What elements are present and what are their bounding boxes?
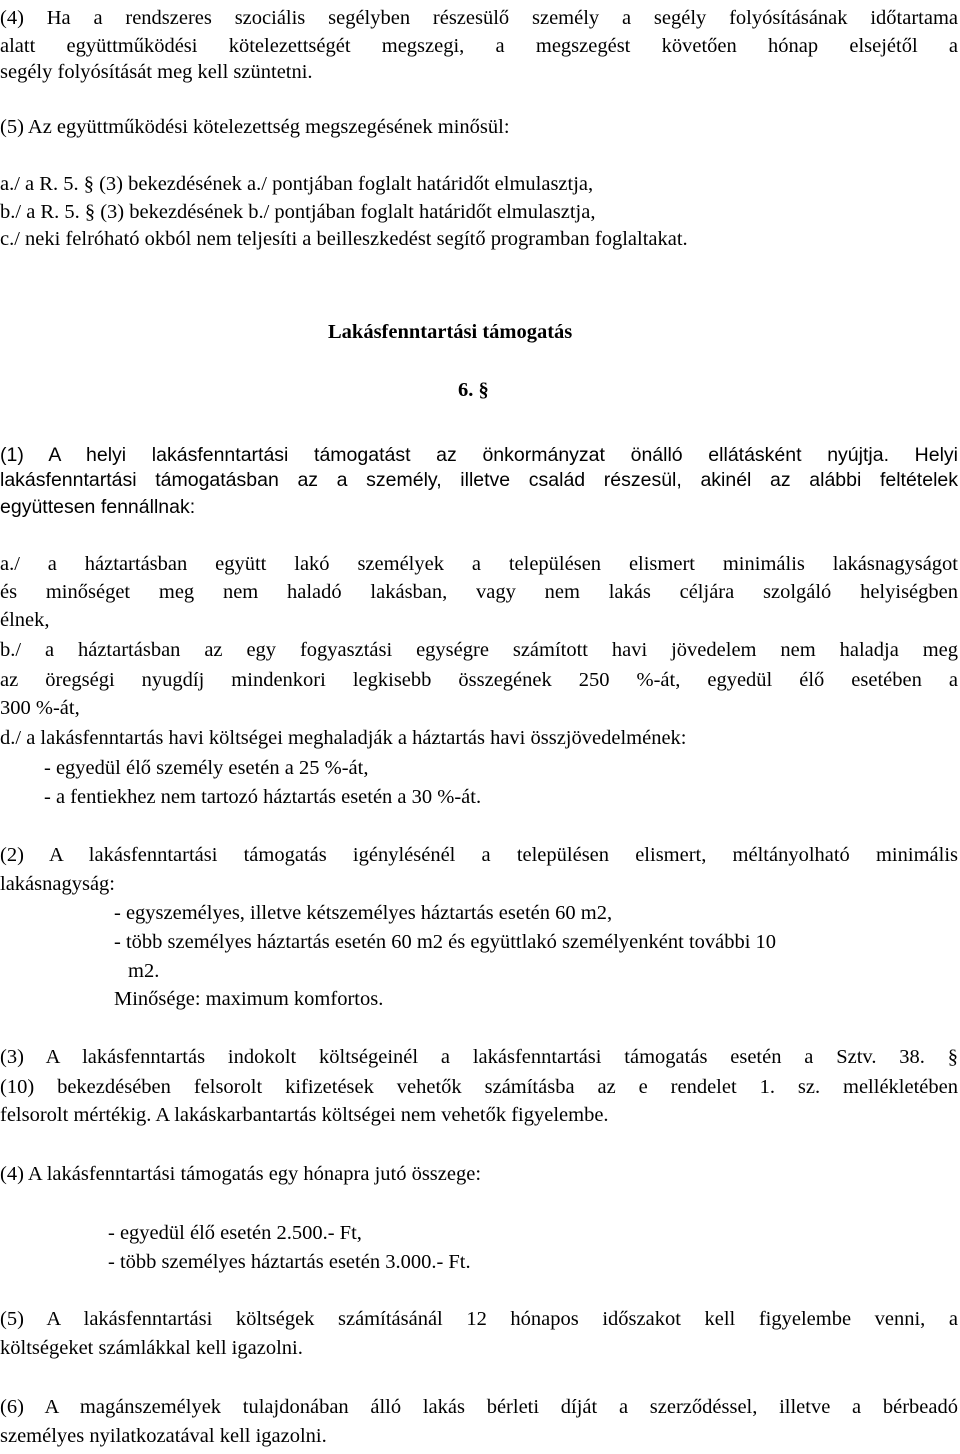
s5-4-line-3: segély folyósítását meg kell szüntetni. [0,61,313,83]
p2-item-2: - több személyes háztartás esetén 60 m2 és együttlakó személyenként további 10 [114,931,777,953]
p3-line-1: (3) A lakásfenntartás indokolt költségeinél a lakásfenntartási támogatás esetén a Sztv. 38. § [0,1046,958,1068]
p5-line-2: költségeket számlákkal kell igazolni. [0,1337,303,1359]
p1-d-item-2: - a fentiekhez nem tartozó háztartás esetén a 30 %-át. [44,786,482,808]
p1-d-line: d./ a lakásfenntartás havi költségei meghaladják a háztartás havi összjövedelmének: [0,727,687,749]
p1-b-line-1: b./ a háztartásban az egy fogyasztási egységre számított havi jövedelem nem haladja meg [0,639,958,661]
p6-line-2: személyes nyilatkozatával kell igazolni. [0,1425,327,1447]
s5-5-intro: (5) Az együttműködési kötelezettség megszegésének minősül: [0,116,510,138]
p4-intro: (4) A lakásfenntartási támogatás egy hónapra jutó összege: [0,1163,482,1185]
p1-a-line-1: a./ a háztartásban együtt lakó személyek a településen elismert minimális lakásnagyságot [0,553,958,575]
p4-item-2: - több személyes háztartás esetén 3.000.- Ft. [108,1251,471,1273]
p2-item-3: m2. [128,960,160,982]
p3-line-3: felsorolt mértékig. A lakáskarbantartás költségei nem vehetők figyelembe. [0,1104,609,1126]
p2-item-1: - egyszemélyes, illetve kétszemélyes háztartás esetén 60 m2, [114,902,613,924]
section-heading: Lakásfenntartási támogatás [328,321,573,343]
p1-b-line-2: az öregségi nyugdíj mindenkori legkisebb összegének 250 %-át, egyedül élő esetében a [0,669,958,691]
p1-a-line-2: és minőséget meg nem haladó lakásban, vagy nem lakás céljára szolgáló helyiségben [0,581,958,603]
p1-a-line-3: élnek, [0,609,50,631]
p1-line-3: együttesen fennállnak: [0,496,196,518]
section-number: 6. § [458,379,489,401]
s5-5-item-a: a./ a R. 5. § (3) bekezdésének a./ pontjában foglalt határidőt elmulasztja, [0,173,594,195]
p1-line-1: (1) A helyi lakásfenntartási támogatást az önkormányzat önálló ellátásként nyújtja. Helyi [0,444,958,466]
p1-d-item-1: - egyedül élő személy esetén a 25 %-át, [44,757,369,779]
p1-b-line-3: 300 %-át, [0,697,80,719]
p3-line-2: (10) bekezdésében felsorolt kifizetések vehetők számításba az e rendelet 1. sz. mellékletében [0,1076,958,1098]
p6-line-1: (6) A magánszemélyek tulajdonában álló lakás bérleti díját a szerződéssel, illetve a bérbeadó [0,1396,958,1418]
p1-line-2: lakásfenntartási támogatásban az a személy, illetve család részesül, akinél az alábbi feltételek [0,469,958,491]
p2-quality: Minősége: maximum komfortos. [114,988,384,1010]
s5-5-item-b: b./ a R. 5. § (3) bekezdésének b./ pontjában foglalt határidőt elmulasztja, [0,201,596,223]
p5-line-1: (5) A lakásfenntartási költségek számításánál 12 hónapos időszakot kell figyelembe venni, a [0,1308,958,1330]
p2-line-1: (2) A lakásfenntartási támogatás igénylésénél a településen elismert, méltányolható minimális [0,844,958,866]
s5-4-line-1: (4) Ha a rendszeres szociális segélyben részesülő személy a segély folyósításának időtartama [0,7,958,29]
s5-5-item-c: c./ neki felróható okból nem teljesíti a beilleszkedést segítő programban foglaltakat. [0,228,688,250]
p2-line-2: lakásnagyság: [0,873,115,895]
s5-4-line-2: alatt együttműködési kötelezettségét megszegi, a megszegést követően hónap elsejétől a [0,35,958,57]
p4-item-1: - egyedül élő esetén 2.500.- Ft, [108,1222,362,1244]
